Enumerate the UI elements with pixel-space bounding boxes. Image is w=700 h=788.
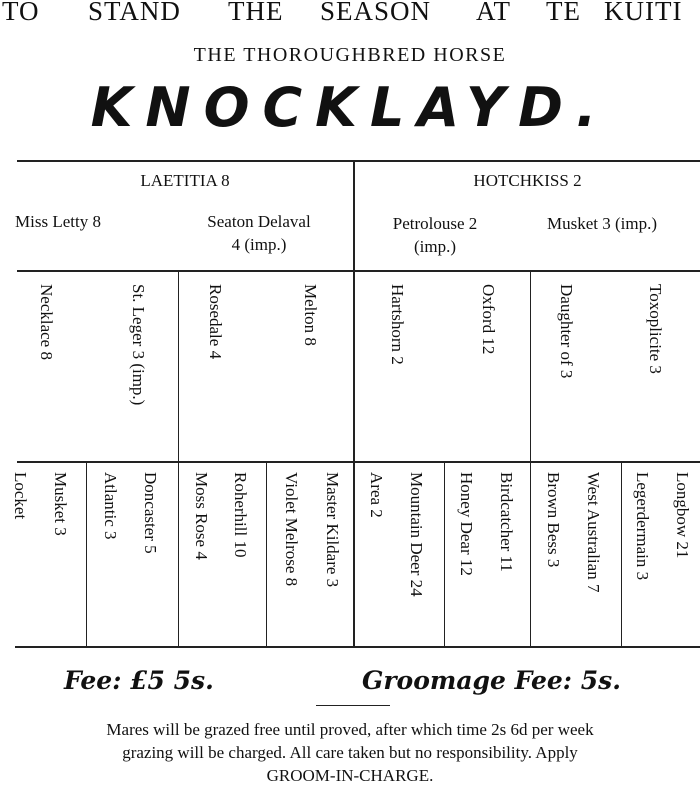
gen3-ancestor: Oxford 12 — [479, 284, 498, 355]
gen4-ancestor: Moss Rose 4 — [192, 472, 211, 560]
center-divider — [353, 161, 355, 646]
sire-dam-line2: 4 (imp.) — [231, 235, 287, 254]
horse-name: KNOCKLAYD. — [90, 76, 610, 139]
note-line: Mares will be grazed free until proved, after which time 2s 6d per week — [106, 720, 594, 739]
table-bottom-rule — [15, 646, 700, 648]
gen4-ancestor: Longbow 21 — [673, 472, 692, 559]
sire-dam-line1: Seaton Delaval — [207, 212, 311, 231]
gen4-ancestor: Brown Bess 3 — [544, 472, 563, 568]
column-divider — [444, 462, 445, 646]
gen3-ancestor: Toxoplicite 3 — [646, 284, 665, 374]
dam-sire-line2: (imp.) — [413, 237, 457, 256]
gen3-ancestor: Daughter of 3 — [557, 284, 576, 379]
gen4-ancestor: Mountain Deer 24 — [407, 472, 426, 597]
column-divider — [266, 462, 267, 646]
gen4-ancestor: Locket — [11, 472, 30, 520]
column-divider — [86, 462, 87, 646]
headline-word: AT — [476, 0, 511, 26]
gen4-ancestor: Atlantic 3 — [101, 472, 120, 540]
gen4-ancestor: Honey Dear 12 — [457, 472, 476, 576]
gen3-ancestor: Hartshorn 2 — [388, 284, 407, 365]
gen3-ancestor: Rosedale 4 — [206, 284, 225, 360]
column-divider — [178, 272, 179, 646]
dam-dam: Musket 3 (imp.) — [547, 214, 658, 233]
dam-sire-line1: Petrolouse 2 — [392, 214, 478, 233]
gen3-top-rule — [17, 270, 700, 272]
headline-word: SEASON — [320, 0, 432, 26]
groomage-fee: Groomage Fee: 5s. — [362, 666, 621, 695]
stud-fee: Fee: £5 5s. — [64, 666, 214, 695]
headline-word: THE — [228, 0, 284, 26]
gen4-ancestor: Area 2 — [367, 472, 386, 518]
dam-name: HOTCHKISS 2 — [473, 171, 582, 190]
headline-word: TO — [2, 0, 40, 26]
fee-underline — [316, 705, 390, 706]
gen4-ancestor: West Australian 7 — [584, 472, 603, 593]
sire-sire: Miss Letty 8 — [15, 212, 101, 231]
subtitle: THE THOROUGHBRED HORSE — [193, 44, 507, 66]
gen3-ancestor: Necklace 8 — [37, 284, 56, 360]
headline-word: TE — [546, 0, 581, 26]
headline-word: STAND — [88, 0, 181, 26]
gen4-ancestor: Musket 3 — [51, 472, 70, 536]
column-divider — [530, 272, 531, 646]
gen3-ancestor: St. Leger 3 (imp.) — [129, 284, 148, 406]
grazing-note — [0, 718, 700, 787]
gen4-ancestor: Legerdermain 3 — [633, 472, 652, 581]
column-divider — [621, 462, 622, 646]
gen4-top-rule — [17, 461, 700, 463]
gen4-ancestor: Violet Melrose 8 — [282, 472, 301, 587]
gen4-ancestor: Roherhill 10 — [231, 472, 250, 558]
gen3-ancestor: Melton 8 — [301, 284, 320, 346]
table-top-rule — [17, 160, 700, 162]
headline-word: KUITI — [604, 0, 683, 26]
note-line: GROOM-IN-CHARGE. — [266, 766, 434, 785]
gen4-ancestor: Doncaster 5 — [141, 472, 160, 554]
note-line: grazing will be charged. All care taken but no responsibility. Apply — [122, 743, 578, 762]
gen4-ancestor: Master Kildare 3 — [323, 472, 342, 588]
gen4-ancestor: Birdcatcher 11 — [497, 472, 516, 572]
sire-name: LAETITIA 8 — [140, 171, 230, 190]
